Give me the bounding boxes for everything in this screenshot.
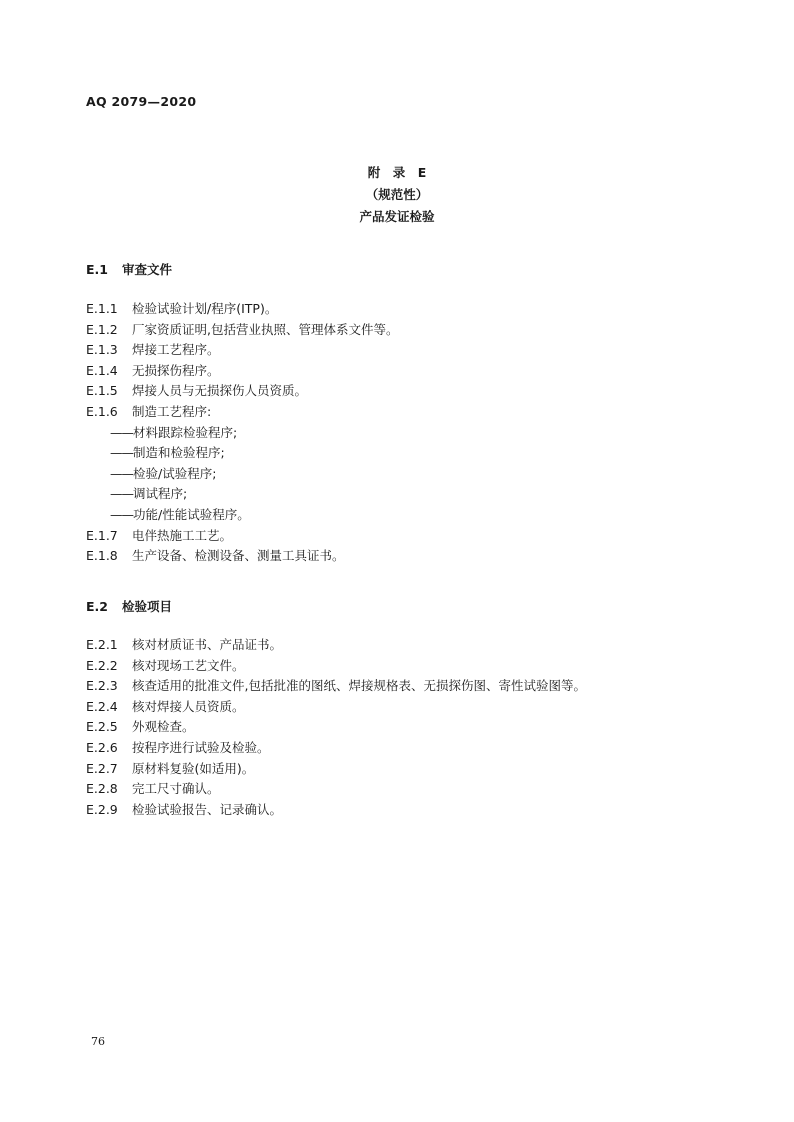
list-item [86,717,586,738]
section-number: E.2 [86,599,108,614]
annex-type: （规范性） [365,187,429,202]
clause-number: E.1.2 [86,321,118,337]
list-item [86,526,398,547]
list-item [86,779,586,800]
clause-number: E.2.7 [86,760,118,776]
list-item [86,484,398,505]
list-item [86,443,398,464]
clause-number: E.1.4 [86,362,118,378]
clause-number: E.2.9 [86,801,118,817]
clause-text: 完工尺寸确认。 [132,781,220,797]
list-item [86,423,398,444]
list-item [86,299,398,320]
clause-number: E.2.8 [86,781,118,797]
list-item [86,381,398,402]
clause-number: E.2.3 [86,678,118,694]
clause-number: E.1.1 [86,301,118,316]
list-item [86,320,398,341]
section-e1-list [86,299,398,567]
annex-title: 产品发证检验 [359,209,435,224]
section-title: 审查文件 [122,262,173,277]
list-item [86,340,398,361]
clause-number: E.1.7 [86,527,118,543]
list-item [86,759,586,780]
section-title: 检验项目 [122,599,173,614]
clause-number: E.1.8 [86,548,118,564]
section-heading-e1 [86,260,172,278]
list-item [86,546,398,567]
annex-label: 附 录 E [367,165,427,180]
clause-text: 核查适用的批准文件,包括批准的图纸、焊接规格表、无损探伤图、寄性试验图等。 [132,678,586,694]
clause-text: 外观检查。 [132,719,195,735]
clause-text: 厂家资质证明,包括营业执照、管理体系文件等。 [132,321,399,337]
list-item [86,635,586,656]
list-dash: —— [110,465,133,481]
clause-text: 按程序进行试验及检验。 [132,739,270,755]
clause-number: E.2.2 [86,657,118,673]
list-dash: —— [110,486,133,502]
clause-text: 生产设备、检测设备、测量工具证书。 [132,548,345,564]
clause-text: 核对材质证书、产品证书。 [132,637,283,652]
clause-number: E.1.3 [86,342,118,358]
list-item [86,800,586,821]
list-dash: —— [110,424,133,440]
list-item [86,676,586,697]
section-e2-list [86,635,586,820]
clause-number: E.2.1 [86,637,118,652]
list-item [86,697,586,718]
list-item [86,361,398,382]
standard-code: AQ 2079—2020 [86,94,197,109]
list-dash: —— [110,445,133,461]
clause-text: 材料跟踪检验程序; [133,424,238,440]
clause-text: 焊接工艺程序。 [132,342,220,358]
list-item [86,402,398,423]
clause-text: 检验试验报告、记录确认。 [132,801,283,817]
clause-text: 电伴热施工工艺。 [132,527,233,543]
clause-number: E.1.5 [86,383,118,399]
clause-text: 原材料复验(如适用)。 [132,760,255,776]
clause-text: 核对现场工艺文件。 [132,657,245,673]
clause-number: E.2.6 [86,739,118,755]
clause-text: 功能/性能试验程序。 [133,506,250,522]
clause-number: E.2.5 [86,719,118,735]
clause-text: 焊接人员与无损探伤人员资质。 [132,383,308,399]
clause-text: 无损探伤程序。 [132,362,220,378]
clause-text: 检验/试验程序; [133,465,217,481]
section-heading-e2 [86,597,172,615]
list-item [86,505,398,526]
clause-text: 调试程序; [133,486,188,502]
list-item [86,738,586,759]
clause-text: 核对焊接人员资质。 [132,698,245,714]
list-dash: —— [110,506,133,522]
clause-number: E.1.6 [86,403,118,419]
clause-number: E.2.4 [86,698,118,714]
clause-text: 制造和检验程序; [133,445,225,461]
clause-text: 制造工艺程序: [132,403,212,419]
clause-text: 检验试验计划/程序(ITP)。 [132,301,278,316]
section-number: E.1 [86,262,108,277]
list-item [86,464,398,485]
page-number: 76 [91,1035,105,1048]
list-item [86,656,586,677]
